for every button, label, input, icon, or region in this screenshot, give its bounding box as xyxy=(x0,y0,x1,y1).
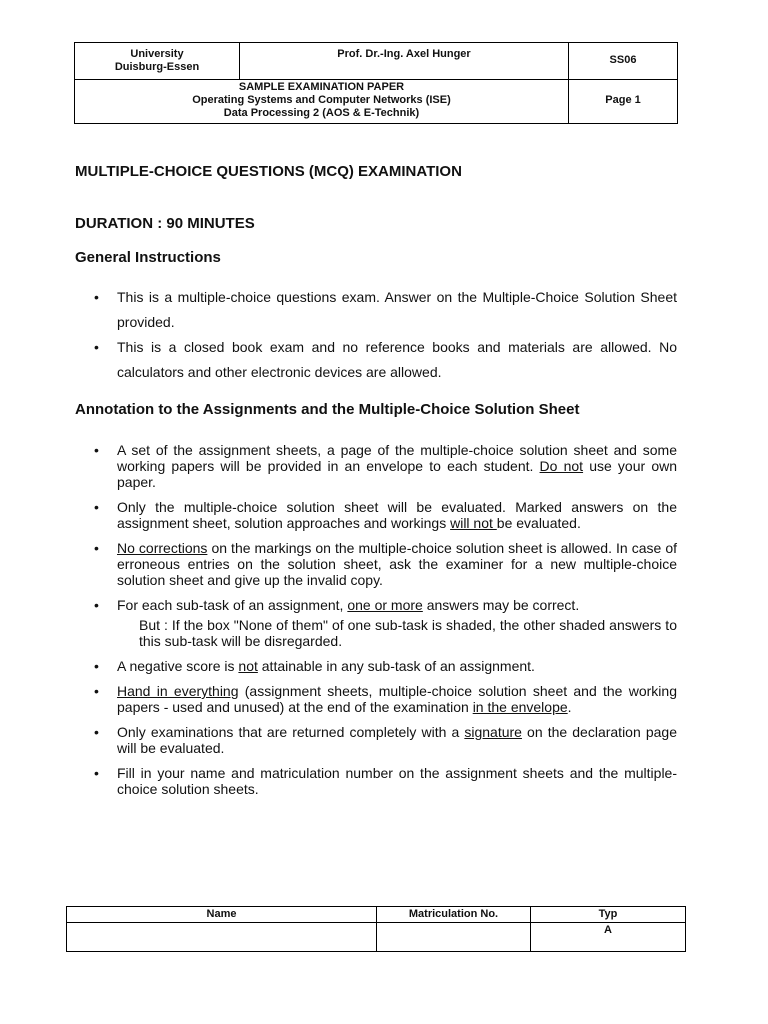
duration-heading: DURATION : 90 MINUTES xyxy=(75,215,255,232)
bullet: • xyxy=(94,499,99,515)
bullet: • xyxy=(94,658,99,674)
university-city: Duisburg-Essen xyxy=(114,61,200,73)
emphasis-text: No corrections xyxy=(117,540,208,556)
emphasis-text: Hand in everything xyxy=(117,683,239,699)
exam-type-value: A xyxy=(604,924,612,936)
exam-header-table xyxy=(74,42,678,124)
instruction-text: This is a closed book exam and no reference books and materials are allowed. No calculators and other electronic devices are allowed. xyxy=(117,339,677,380)
name-column-header: Name xyxy=(206,908,237,920)
semester-code: SS06 xyxy=(609,54,637,66)
list-item xyxy=(75,499,677,531)
annotation-text: answers may be correct. xyxy=(422,597,580,613)
matriculation-column-header: Matriculation No. xyxy=(408,908,499,920)
annotation-subnote: But : If the box "None of them" of one sub-task is shaded, the other shaded answers to this sub-task will be disregarded. xyxy=(139,617,677,649)
exam-title: MULTIPLE-CHOICE QUESTIONS (MCQ) EXAMINATION xyxy=(75,163,462,180)
emphasis-text: signature xyxy=(464,724,522,740)
university-name: University xyxy=(130,48,184,60)
bullet: • xyxy=(94,724,99,740)
list-item xyxy=(75,658,677,674)
general-instructions-list xyxy=(75,285,677,385)
annotation-text: attainable in any sub-task of an assignment. xyxy=(257,658,535,674)
annotation-list xyxy=(75,442,677,806)
annotation-heading: Annotation to the Assignments and the Multiple-Choice Solution Sheet xyxy=(75,401,580,418)
course-name: Operating Systems and Computer Networks (ISE) xyxy=(192,94,451,106)
list-item xyxy=(75,683,677,715)
annotation-text: A negative score is xyxy=(117,658,239,674)
professor-name: Prof. Dr.-Ing. Axel Hunger xyxy=(337,48,471,60)
name-field[interactable] xyxy=(67,925,376,951)
list-item xyxy=(75,442,677,490)
annotation-text: on the declaration page will be evaluated. xyxy=(117,724,677,756)
annotation-text: use your own paper. xyxy=(117,458,677,490)
course-description xyxy=(75,81,568,120)
list-item xyxy=(75,724,677,756)
list-item xyxy=(75,540,677,588)
emphasis-text: one or more xyxy=(347,597,423,613)
type-column-header: Typ xyxy=(598,908,618,920)
table-divider xyxy=(67,922,685,923)
instruction-text: This is a multiple-choice questions exam. Answer on the Multiple-Choice Solution Sheet provided. xyxy=(117,289,677,330)
paper-title: SAMPLE EXAMINATION PAPER xyxy=(238,81,405,93)
emphasis-text: will not xyxy=(450,515,497,531)
emphasis-text: Do not xyxy=(539,458,584,474)
annotation-text: Fill in your name and matriculation number on the assignment sheets and the multiple-choice solution sheets. xyxy=(117,765,677,797)
page-number: Page 1 xyxy=(605,94,641,106)
list-item xyxy=(75,597,677,649)
bullet: • xyxy=(94,289,99,305)
list-item xyxy=(75,335,677,384)
university-cell xyxy=(75,48,239,74)
annotation-text: For each sub-task of an assignment, xyxy=(117,597,348,613)
bullet: • xyxy=(94,540,99,556)
student-info-table xyxy=(66,906,686,952)
course-name-secondary: Data Processing 2 (AOS & E-Technik) xyxy=(223,107,420,119)
annotation-text: Only examinations that are returned completely with a xyxy=(117,724,465,740)
bullet: • xyxy=(94,765,99,781)
bullet: • xyxy=(94,683,99,699)
bullet: • xyxy=(94,597,99,613)
matriculation-field[interactable] xyxy=(377,925,530,951)
list-item xyxy=(75,285,677,334)
annotation-text: (assignment sheets, multiple-choice solution sheet and the working papers - used and unused) at the end of the examination xyxy=(117,683,677,715)
annotation-text: . xyxy=(567,699,572,715)
general-instructions-heading: General Instructions xyxy=(75,249,221,266)
header-divider xyxy=(75,79,677,80)
annotation-text: be evaluated. xyxy=(496,515,581,531)
annotation-text: on the markings on the multiple-choice solution sheet is allowed. In case of erroneous entries on the solution sheet, ask the examiner for a new multiple-choice solution sheet and give up the invalid copy. xyxy=(117,540,677,588)
list-item xyxy=(75,765,677,797)
bullet: • xyxy=(94,339,99,355)
emphasis-text: in the envelope xyxy=(472,699,568,715)
annotation-text: A set of the assignment sheets, a page of the multiple-choice solution sheet and some working papers will be provided in an envelope to each student. xyxy=(117,442,677,474)
annotation-text: Only the multiple-choice solution sheet will be evaluated. Marked answers on the assignment sheet, solution approaches and workings xyxy=(117,499,677,531)
bullet: • xyxy=(94,442,99,458)
emphasis-text: not xyxy=(238,658,258,674)
